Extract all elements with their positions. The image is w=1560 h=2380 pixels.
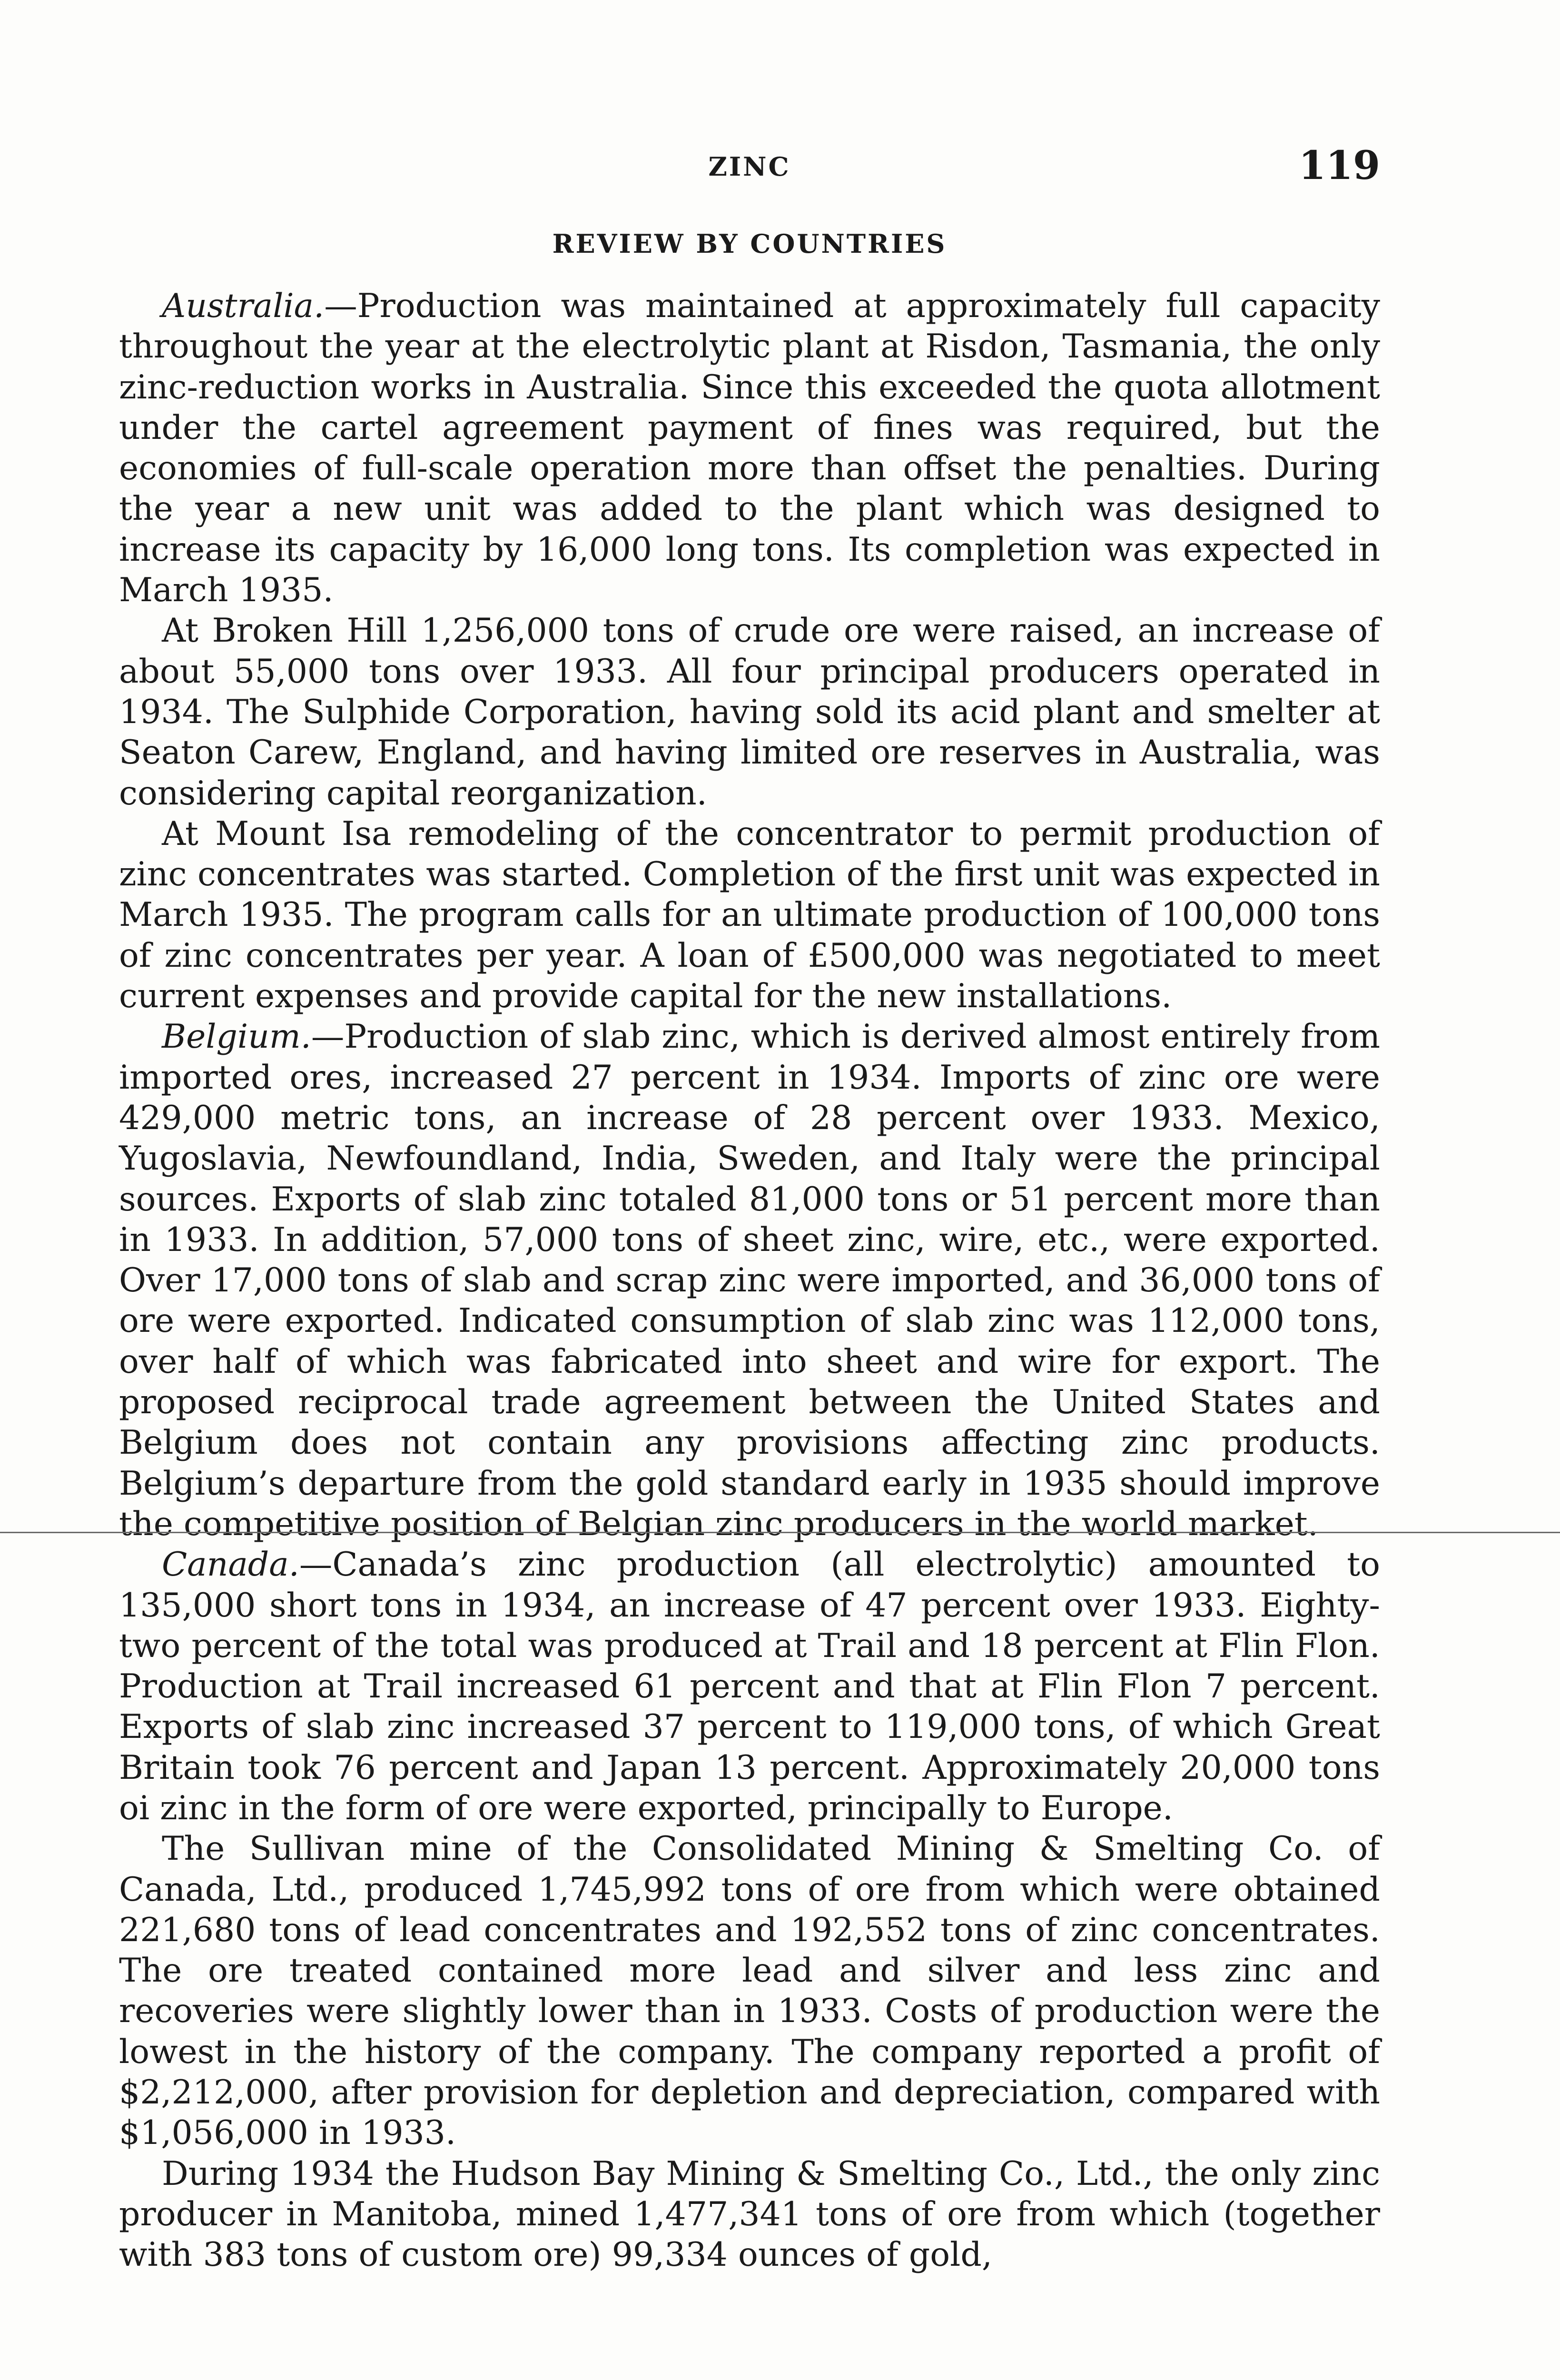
country-lead-canada: Canada. (162, 1545, 299, 1584)
paragraph-belgium (119, 1016, 1380, 1544)
paragraph-broken-hill (119, 610, 1380, 813)
paragraph-text: At Broken Hill 1,256,000 tons of crude ore were raised, an increase of about 55,000 tons over 1933. All four principal producers operated in 1934. The Sulphide Corporation, having sold its acid plant and smelter at Seaton Carew, England, and having limited ore reserves in Australia, was considering capital reorganization. (119, 611, 1380, 813)
paragraph-text: The Sullivan mine of the Consolidated Mining & Smelting Co. of Canada, Ltd., produced 1,745,992 tons of ore from which were obtained 221,680 tons of lead concentrates and 192,552 tons of zinc concentrates. The ore treated contained more lead and silver and less zinc and recoveries were slightly lower than in 1933. Costs of production were the lowest in the history of the company. The company reported a profit of $2,212,000, after provision for depletion and depreciation, compared with $1,056,000 in 1933. (119, 1829, 1380, 2152)
paragraph-text: —Production was maintained at approximately full capacity throughout the year at the electrolytic plant at Risdon, Tasmania, the only zinc-reduction works in Australia. Since this exceeded the quota allotment under the cartel agreement payment of fines was required, but the economies of full-scale operation more than offset the penalties. During the year a new unit was added to the plant which was designed to increase its capacity by 16,000 long tons. Its completion was expected in March 1935. (119, 287, 1380, 610)
country-lead-belgium: Belgium. (162, 1017, 311, 1056)
paragraph-australia (119, 286, 1380, 610)
paragraph-sullivan-mine (119, 1828, 1380, 2153)
country-lead-australia: Australia. (162, 287, 325, 325)
paragraph-mount-isa (119, 813, 1380, 1016)
body-text (119, 286, 1380, 2275)
running-header (119, 143, 1380, 195)
paragraph-canada (119, 1544, 1380, 1828)
paragraph-text: —Production of slab zinc, which is derived almost entirely from imported ores, increased 27 percent in 1934. Imports of zinc ore were 429,000 metric tons, an increase of 28 percent over 1933. Mexico, Yugoslavia, Newfoundland, India, Sweden, and Italy were the principal sources. Exports of slab zinc totaled 81,000 tons or 51 percent more than in 1933. In addition, 57,000 tons of sheet zinc, wire, etc., were exported. Over 17,000 tons of slab and scrap zinc were imported, and 36,000 tons of ore were exported. Indicated consumption of slab zinc was 112,000 tons, over half of which was fabricated into sheet and wire for export. The proposed reciprocal trade agreement between the United States and Belgium does not contain any provisions affecting zinc products. Belgium’s departure from the gold standard early in 1935 should improve the competitive position of Belgian zinc producers in the world market. (119, 1017, 1380, 1543)
running-title: ZINC (708, 151, 791, 182)
paragraph-text: During 1934 the Hudson Bay Mining & Smelting Co., Ltd., the only zinc producer in Manitoba, mined 1,477,341 tons of ore from which (together with 383 tons of custom ore) 99,334 ounces of gold, (119, 2154, 1380, 2274)
page-number: 119 (1298, 143, 1380, 188)
scan-fold-line (0, 1532, 1560, 1533)
paragraph-hudson-bay (119, 2153, 1380, 2275)
section-heading: REVIEW BY COUNTRIES (552, 228, 947, 259)
paragraph-text: —Canada’s zinc production (all electrolytic) amounted to 135,000 short tons in 1934, an increase of 47 percent over 1933. Eighty-two percent of the total was produced at Trail and 18 percent at Flin Flon. Production at Trail increased 61 percent and that at Flin Flon 7 percent. Exports of slab zinc increased 37 percent to 119,000 tons, of which Great Britain took 76 percent and Japan 13 percent. Approximately 20,000 tons oi zinc in the form of ore were exported, principally to Europe. (119, 1545, 1380, 1827)
paragraph-text: At Mount Isa remodeling of the concentrator to permit production of zinc concentrates was started. Completion of the first unit was expected in March 1935. The program calls for an ultimate production of 100,000 tons of zinc concentrates per year. A loan of £500,000 was negotiated to meet current expenses and provide capital for the new installations. (119, 814, 1380, 1016)
